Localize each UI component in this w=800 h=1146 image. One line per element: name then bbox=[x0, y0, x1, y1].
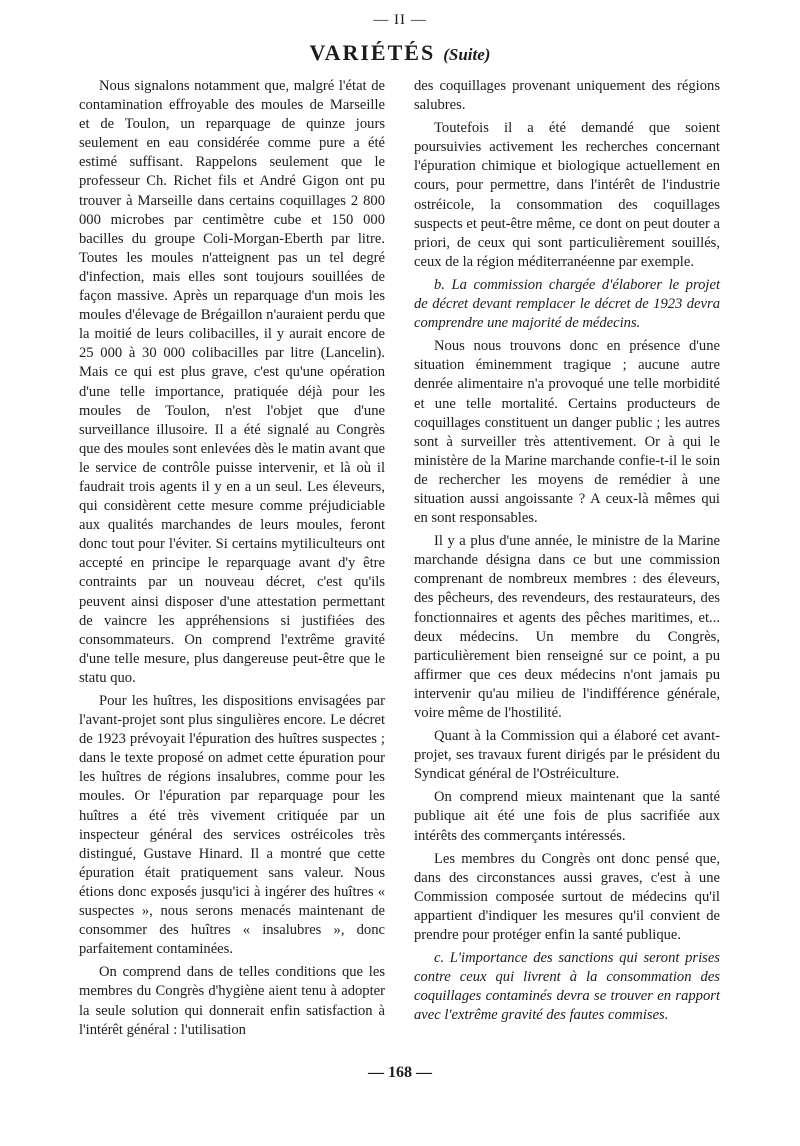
paragraph: Toutefois il a été demandé que soient poursuivies activement les recherches concernant l'épuration chimique et biologique actuellement en cours, pour permettre, dans l'intérêt de l'industrie ostréicole, la consommation des coquillages suspects et peut-être même, ce dont on peut douter a priori, de ceux qui sont particulièrement souillés, ceux de la région méditerranéenne par exemple. bbox=[414, 120, 720, 270]
section-header bbox=[0, 40, 800, 66]
section-title: VARIÉTÉS bbox=[309, 40, 436, 65]
paragraph: Nous signalons notamment que, malgré l'état de contamination effroyable des moules de Marseille et de Toulon, un reparquage de quinze jours seulement en eau considérée comme pure a été estimé suffisant. Rappelons seulement que le professeur Ch. Richet fils et André Gigon ont pu trouver à Marseille dans certains coquillages 2 800 000 microbes par centimètre cube et 150 000 bacilles du groupe Coli-Morgan-Eberth par litre. Toutes les moules n'atteignent pas un tel degré d'infection, mais elles sont toujours souillées de façon massive. Après un reparquage d'un mois les moules d'élevage de Brégaillon n'auraient perdu que la moitié de leurs colibacilles, il y aurait encore de 25 000 à 30 000 colibacilles par litre (Lancelin). Mais ce qui est plus grave, c'est qu'une opération d'une telle importance, pratiquée déjà pour les moules de Toulon, n'est l'objet que d'une surveillance illusoire. Il a été signalé au Congrès que des moules sont enlevées dès le matin avant que le service de contrôle puisse intervenir, et là où il faudrait trois agents il y en a un seul. Les éleveurs, qui considèrent cette mesure comme préjudiciable aux qualités marchandes de leurs moules, feront donc tout pour l'éviter. Si certains mytiliculteurs ont accepté en principe le reparquage avant d'y être contraints par un nouveau décret, c'est qu'ils peuvent ainsi disposer d'une attestation permettant de vaincre les appréhensions si justifiées des consommateurs. On comprend l'extrême gravité d'une telle mesure, plus dangereuse peut-être que le statu quo. bbox=[79, 78, 385, 686]
paragraph: Quant à la Commission qui a élaboré cet avant-projet, ses travaux furent dirigés par le président du Syndicat général de l'Ostréiculture. bbox=[414, 728, 720, 783]
right-column bbox=[414, 77, 720, 1026]
paragraph: Nous nous trouvons donc en présence d'une situation éminemment tragique ; aucune autre denrée alimentaire n'a provoqué une telle morbidité et une telle mortalité. Certains producteurs de coquillages constituent un danger public ; les autres sont à surveiller très attentivement. Or à qui le ministère de la Marine marchande confie-t-il le soin de rechercher les moyens de remédier à une situation aussi angoissante ? A ceux-là mêmes qui en sont responsables. bbox=[414, 338, 720, 527]
paragraph: Pour les huîtres, les dispositions envisagées par l'avant-projet sont plus singulières encore. Le décret de 1923 prévoyait l'épuration des huîtres suspectes ; dans le texte proposé on admet cette épuration pour les huîtres de régions insalubres, comme pour les moules. Or l'épuration par reparquage pour les huîtres a été très vivement critiquée par un inspecteur général des services ostréicoles très distingué, Gustave Hinard. Il a montré que cette épuration était pratiquement sans valeur. Nous étions donc exposés jusqu'ici à ingérer des huîtres « suspectes », nous serons menacés maintenant de consommer des huîtres « insalubres », donc parfaitement contaminées. bbox=[79, 693, 385, 958]
paragraph: On comprend dans de telles conditions que les membres du Congrès d'hygiène aient tenu à adopter la seule solution qui donnerait enfin satisfaction à l'intérêt général : l'utilisation bbox=[79, 964, 385, 1038]
paragraph-italic: c. L'importance des sanctions qui seront prises contre ceux qui livrent à la consommation des coquillages contaminés devra se trouver en rapport avec l'extrême gravité des fautes commises. bbox=[414, 950, 720, 1024]
section-subtitle: (Suite) bbox=[443, 45, 491, 64]
paragraph: Il y a plus d'une année, le ministre de la Marine marchande désigna dans ce but une commission comprenant de nombreux membres : des éleveurs, des pêcheurs, des revendeurs, des restaurateurs, des fonctionnaires et agents des pêches maritimes, et... deux médecins. Un membre du Congrès, particulièrement bien renseigné sur ce point, a pu affirmer que ces deux médecins n'ont jamais pu intervenir qu'au milieu de l'indifférence générale, voire même de l'hostilité. bbox=[414, 533, 720, 721]
folio-page-number: — 168 — bbox=[368, 1064, 432, 1081]
paragraph: Les membres du Congrès ont donc pensé que, dans des circonstances aussi graves, c'est à une Commission composée surtout de médecins qu'il appartient d'indiquer les mesures qu'il convient de prendre pour protéger enfin la santé publique. bbox=[414, 850, 720, 944]
page-number: — II — bbox=[373, 12, 427, 28]
paragraph: des coquillages provenant uniquement des régions salubres. bbox=[414, 78, 720, 114]
paragraph: On comprend mieux maintenant que la santé publique ait été une fois de plus sacrifiée aux intérêts des commerçants intéressés. bbox=[414, 789, 720, 844]
left-column bbox=[79, 77, 385, 1040]
paragraph-italic: b. La commission chargée d'élaborer le projet de décret devant remplacer le décret de 1923 devra comprendre une majorité de médecins. bbox=[414, 276, 720, 332]
